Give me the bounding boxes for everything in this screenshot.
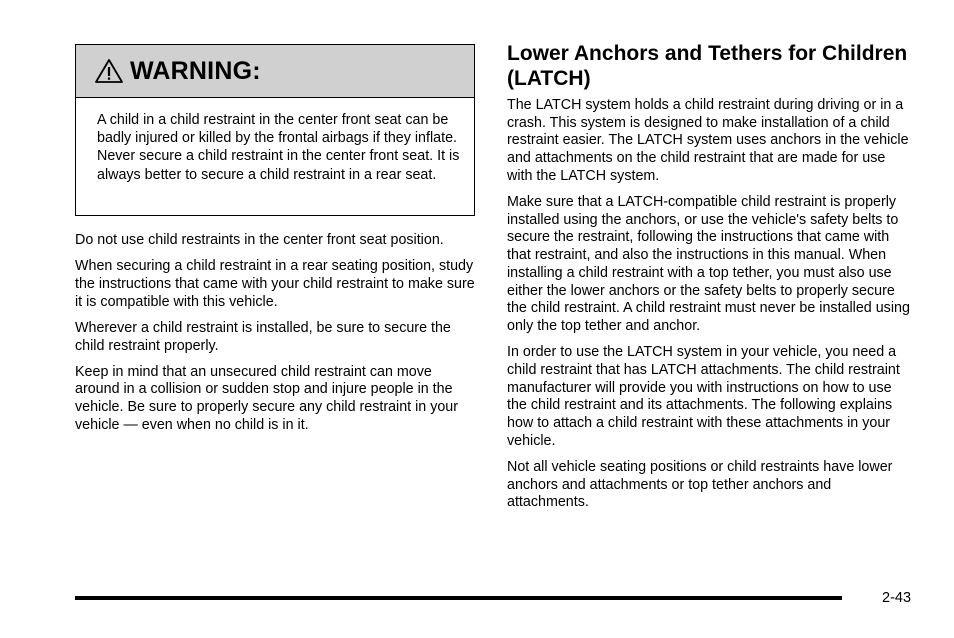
right-column	[507, 41, 912, 520]
warning-text: A child in a child restraint in the center front seat can be badly injured or killed by the frontal airbags if they inflate. Never secure a child restraint in the center front seat. It is always better to secure a child restraint in a rear seat.	[97, 112, 460, 183]
warning-title: WARNING:	[130, 56, 261, 85]
paragraph: Make sure that a LATCH-compatible child restraint is properly installed using the anchors, or use the vehicle's safety belts to secure the restraint, following the instructions that came with that restraint, and also the instructions in this manual. When installing a child restraint with a top tether, you must also use either the lower anchors or the safety belts to properly secure the child restraint. A child restraint must never be installed using only the top tether and anchor.	[507, 194, 910, 334]
warning-triangle-icon	[94, 58, 124, 84]
warning-header	[76, 45, 474, 98]
warning-box	[75, 44, 475, 216]
paragraph: Wherever a child restraint is installed, be sure to secure the child restraint properly.	[75, 319, 451, 354]
footer-rule	[75, 596, 842, 600]
paragraph: In order to use the LATCH system in your vehicle, you need a child restraint that has LATCH attachments. The child restraint manufacturer will provide you with instructions on how to use the child restraint and its attachments. The following explains how to attach a child restraint with these attachments in your vehicle.	[507, 344, 900, 449]
page-number: 2-43	[882, 590, 912, 606]
paragraph: Not all vehicle seating positions or child restraints have lower anchors and attachments or top tether anchors and attachments.	[507, 458, 893, 511]
paragraph: Do not use child restraints in the center front seat position.	[75, 232, 444, 248]
paragraph: When securing a child restraint in a rear seating position, study the instructions that came with your child restraint to make sure it is compatible with this vehicle.	[75, 258, 475, 310]
section-heading: Lower Anchors and Tethers for Children (LATCH)	[507, 42, 908, 90]
left-column	[75, 232, 480, 443]
paragraph: The LATCH system holds a child restraint during driving or in a crash. This system is designed to make installation of a child restraint easier. The LATCH system uses anchors in the vehicle and attachments on the child restraint that are made for use with the LATCH system.	[507, 97, 909, 184]
paragraph: Keep in mind that an unsecured child restraint can move around in a collision or sudden stop and injure people in the vehicle. Be sure to properly secure any child restraint in your vehicle — even when no child is in it.	[75, 363, 459, 433]
